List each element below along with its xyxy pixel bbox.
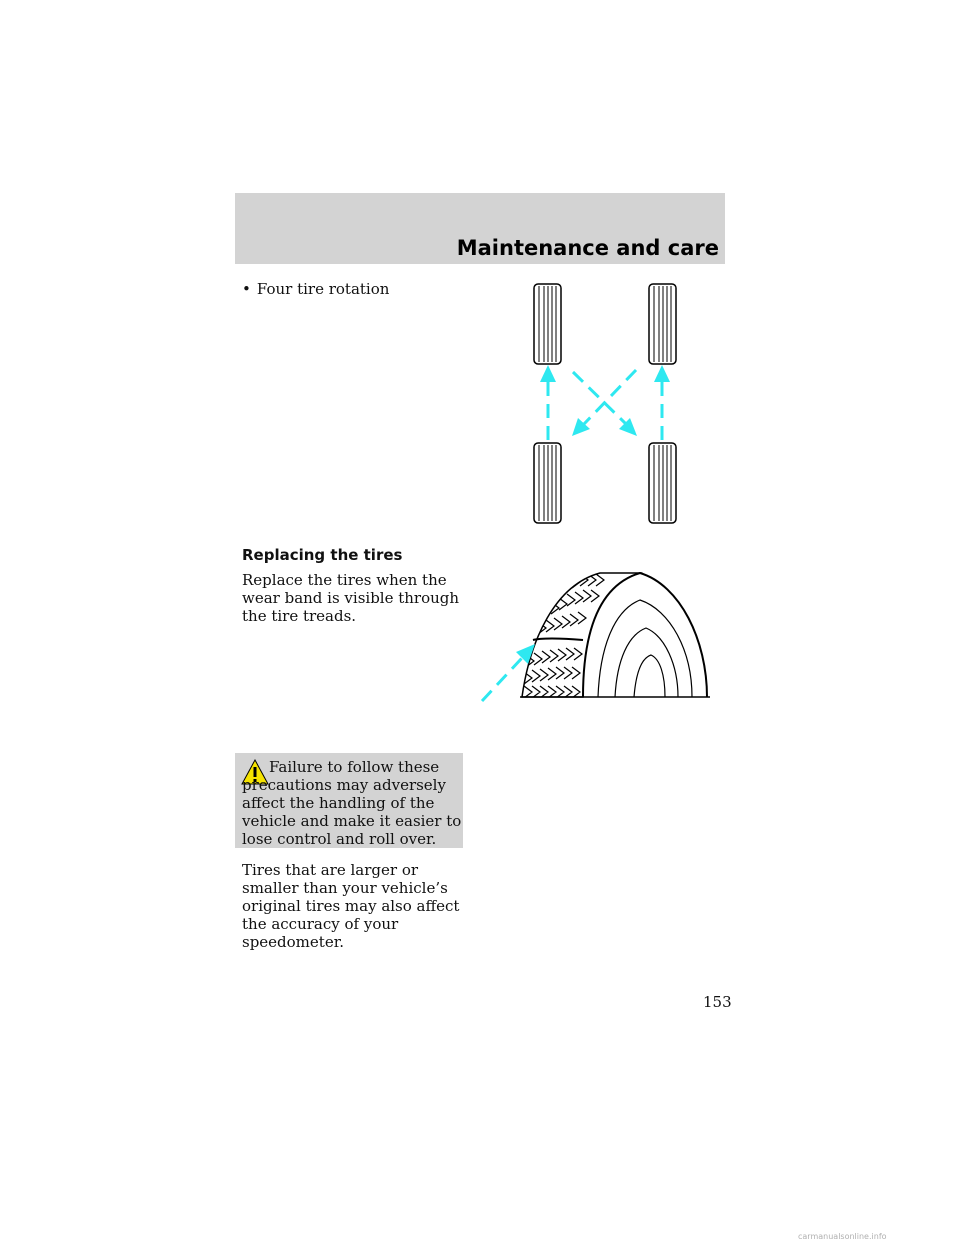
arrow-diag-to-left (584, 370, 636, 424)
tire-tread-band (522, 573, 640, 697)
bullet-dot: • (242, 280, 251, 298)
front-right-tire (649, 284, 676, 364)
page-number: 153 (703, 993, 732, 1011)
arrow-diag-to-right (573, 372, 626, 424)
rear-left-tire (534, 443, 561, 523)
rotation-bullet-item (242, 280, 389, 298)
tires-size-note: Tires that are larger or smaller than your vehicle’s original tires may also affect the accuracy of your speedometer. (242, 861, 460, 951)
arrowhead-diag-left (572, 418, 590, 436)
replacing-body: Replace the tires when the wear band is visible through the tire treads. (242, 571, 460, 625)
warning-box (235, 753, 463, 848)
tire-sidewall (583, 573, 707, 697)
replacing-heading: Replacing the tires (242, 546, 403, 564)
front-left-tire (534, 284, 561, 364)
footer-watermark: carmanualsonline.info (798, 1232, 887, 1241)
arrowhead-right-up (654, 365, 670, 382)
rear-right-tire (649, 443, 676, 523)
section-header-band (235, 193, 725, 264)
section-title: Maintenance and care (456, 236, 719, 260)
warning-text: Failure to follow these precautions may adversely affect the handling of the vehicle and make it easier to lose control and roll over. (242, 758, 462, 848)
arrowhead-left-up (540, 365, 556, 382)
wear-band (533, 639, 583, 641)
rotation-arrows (540, 365, 670, 440)
wear-band-pointer (482, 644, 535, 701)
arrowhead-diag-right (619, 418, 637, 436)
rotation-label: Four tire rotation (256, 280, 390, 298)
